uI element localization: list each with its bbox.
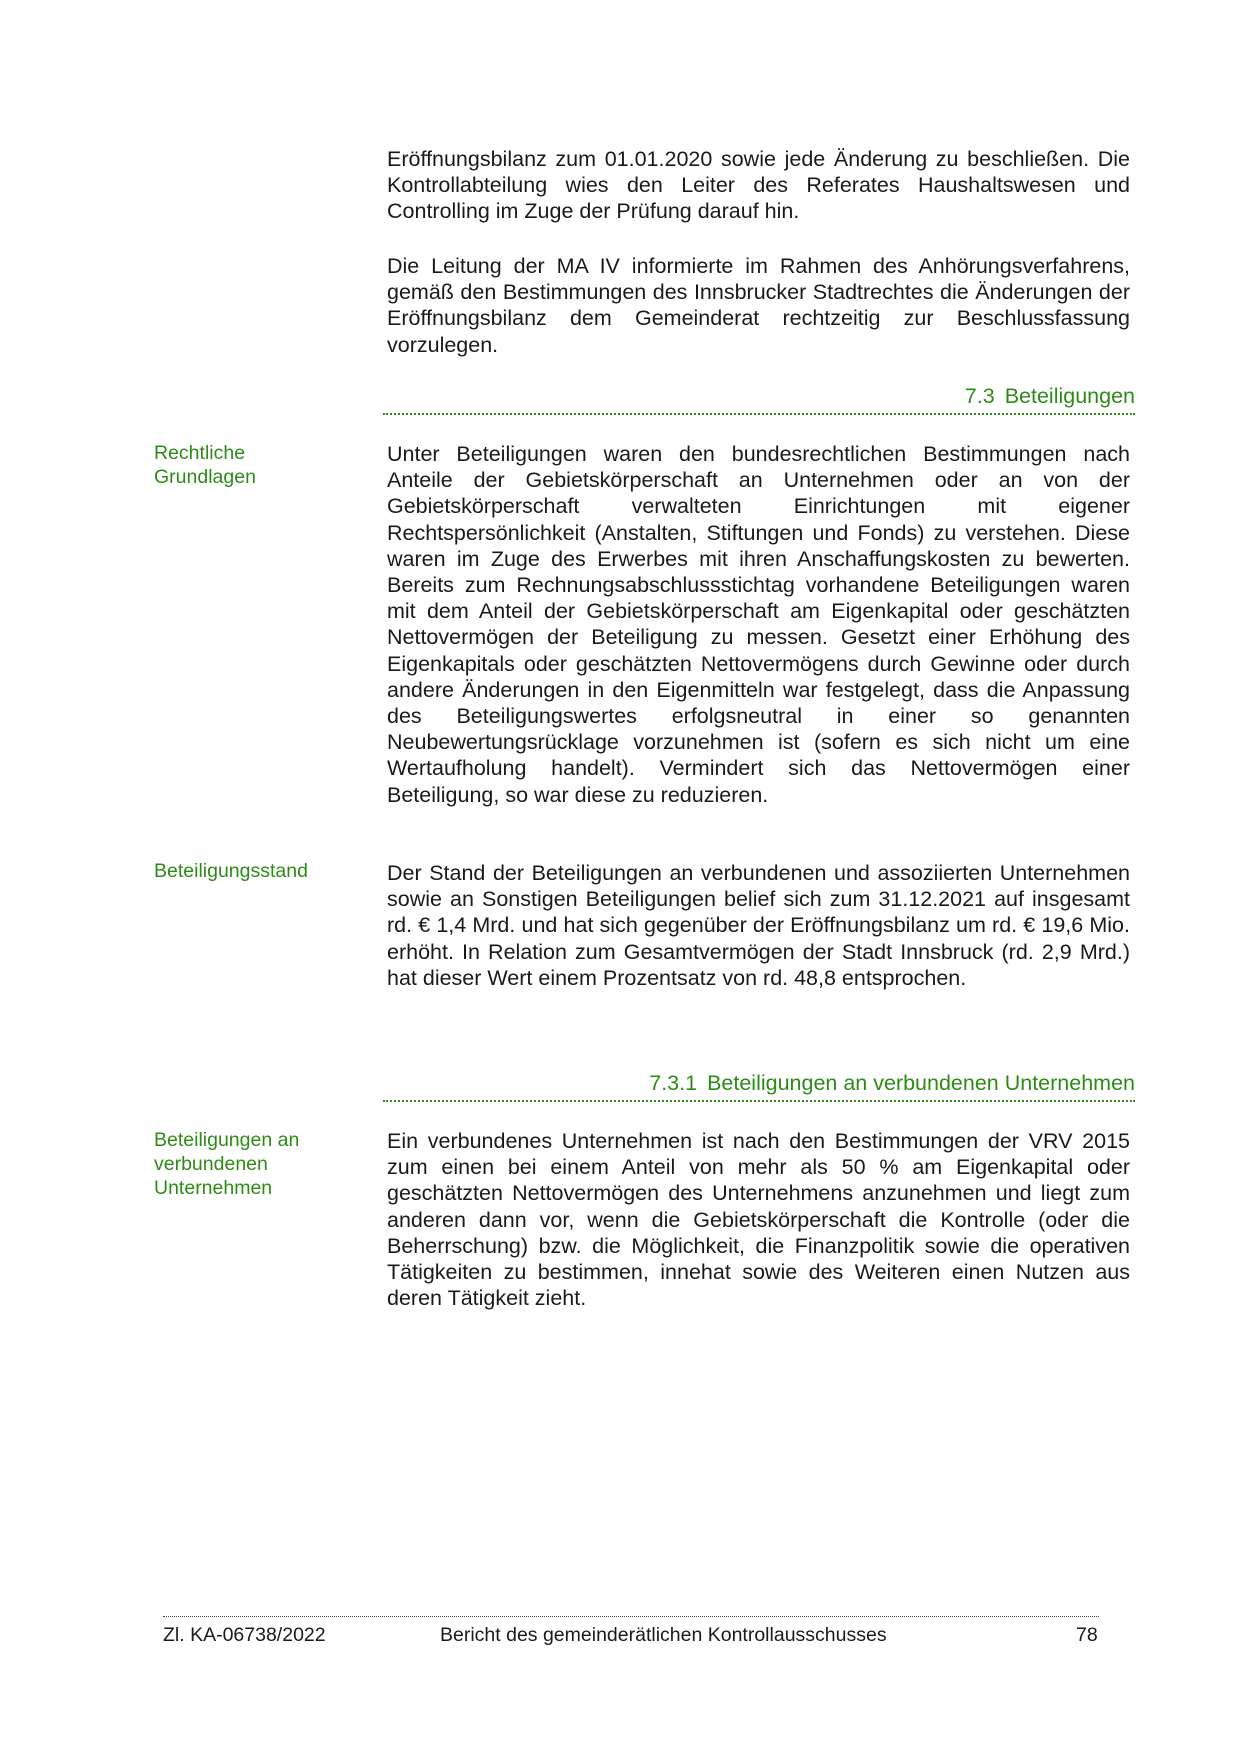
margin-label-line: verbundenen — [154, 1153, 268, 1175]
section-title: Beteiligungen — [1004, 384, 1135, 408]
paragraph-eroeffnungsbilanz: Eröffnungsbilanz zum 01.01.2020 sowie jede Änderung zu beschließen. Die Kontrollabteilung wies den Leiter des Referates Haushaltswesen und Controlling im Zuge der Prüfung darauf hin. — [387, 147, 1130, 224]
margin-label-beteiligungsstand: Beteiligungsstand — [154, 860, 308, 882]
margin-label-line: Beteiligungen an — [154, 1129, 300, 1151]
margin-label-line: Unternehmen — [154, 1177, 273, 1199]
paragraph-beteiligungen-definition: Unter Beteiligungen waren den bundesrechtlichen Bestimmungen nach Anteile der Gebietskörperschaft an Unternehmen oder an von der Gebietskörperschaft verwalteten Einrichtungen mit eigener Rechtspersönlichkeit (Anstalten, Stiftungen und Fonds) zu verstehen. Diese waren im Zuge des Erwerbes mit ihren Anschaffungskosten zu bewerten. Bereits zum Rechnungsabschlussstichtag vorhandene Beteiligungen waren mit dem Anteil der Gebietskörperschaft am Eigenkapital oder geschätzten Nettovermögen der Beteiligung zu messen. Gesetzt einer Erhöhung des Eigenkapitals oder geschätzten Nettovermögens durch Gewinne oder durch andere Änderungen in den Eigenmitteln war festgelegt, dass die Anpassung des Beteiligungswertes erfolgsneutral in einer so genannten Neubewertungsrücklage vorzunehmen ist (sofern es sich nicht um eine Wertaufholung handelt). Vermindert sich das Nettovermögen einer Beteiligung, so war diese zu reduzieren. — [387, 442, 1130, 807]
section-heading-7-3-1 — [383, 1070, 1135, 1096]
paragraph-beteiligungsstand: Der Stand der Beteiligungen an verbundenen und assoziierten Unternehmen sowie an Sonstigen Beteiligungen belief sich zum 31.12.2021 auf insgesamt rd. € 1,4 Mrd. und hat sich gegenüber der Eröffnungsbilanz um rd. € 19,6 Mio. erhöht. In Relation zum Gesamtvermögen der Stadt Innsbruck (rd. 2,9 Mrd.) hat dieser Wert einem Prozentsatz von rd. 48,8 entsprochen. — [387, 861, 1130, 990]
page-number: 78 — [1076, 1624, 1098, 1646]
margin-label-line: Grundlagen — [154, 466, 256, 488]
paragraph-verbundene-unternehmen: Ein verbundenes Unternehmen ist nach den Bestimmungen der VRV 2015 zum einen bei einem Anteil von mehr als 50 % am Eigenkapital oder geschätzten Nettovermögen des Unternehmens anzunehmen und liegt zum anderen dann vor, wenn die Gebietskörperschaft die Kontrolle (oder die Beherrschung) bzw. die Möglichkeit, die Finanzpolitik sowie die operativen Tätigkeiten zu bestimmen, innehat sowie des Weiteren einen Nutzen aus deren Tätigkeit zieht. — [387, 1129, 1130, 1311]
section-number: 7.3.1 — [649, 1071, 698, 1095]
section-divider — [383, 413, 1135, 415]
margin-label-rechtliche-grundlagen — [154, 441, 354, 489]
section-number: 7.3 — [964, 384, 995, 408]
section-heading-7-3 — [383, 383, 1135, 409]
footer-reference: Zl. KA-06738/2022 — [163, 1624, 326, 1646]
footer-divider — [163, 1616, 1099, 1617]
footer-title: Bericht des gemeinderätlichen Kontrollausschusses — [440, 1624, 887, 1646]
margin-label-beteiligungen-verbundene-unternehmen — [154, 1128, 354, 1200]
margin-label-line: Rechtliche — [154, 442, 246, 464]
paragraph-anhoerungsverfahren: Die Leitung der MA IV informierte im Rahmen des Anhörungsverfahrens, gemäß den Bestimmungen des Innsbrucker Stadtrechtes die Änderungen der Eröffnungsbilanz dem Gemeinderat rechtzeitig zur Beschlussfassung vorzulegen. — [387, 254, 1130, 357]
section-divider — [383, 1100, 1135, 1102]
section-title: Beteiligungen an verbundenen Unternehmen — [707, 1071, 1135, 1095]
